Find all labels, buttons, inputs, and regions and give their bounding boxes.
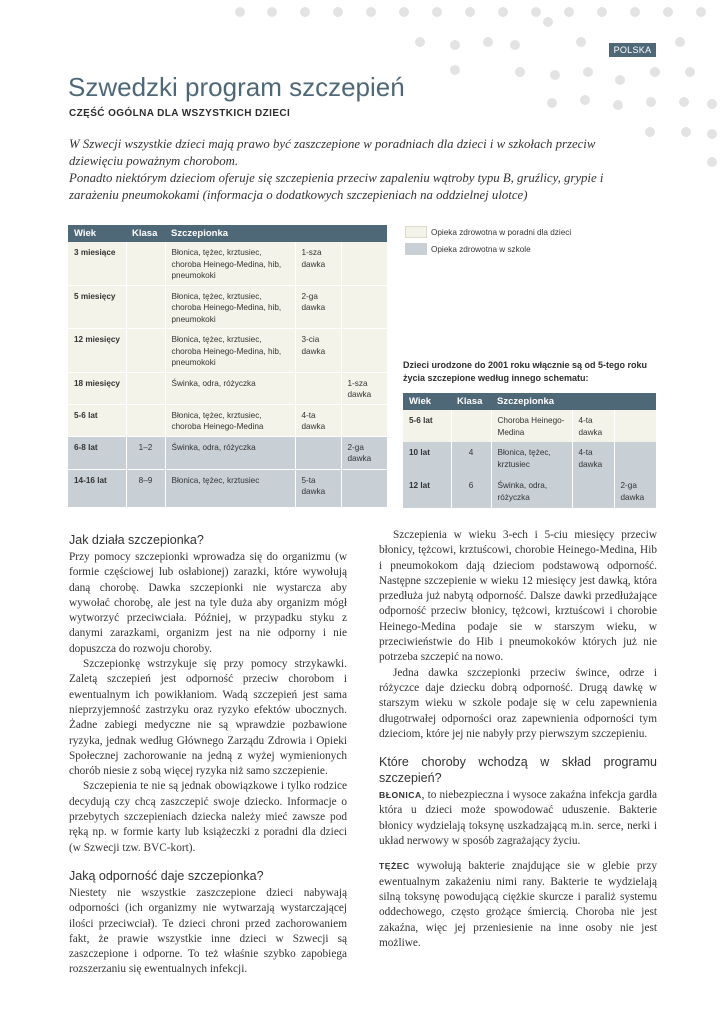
disease-paragraph-tezec: [379, 859, 657, 951]
alternate-schedule-heading: Dzieci urodzone do 2001 roku włącznie są od 5-tego roku życia szczepione według innego schematu:: [403, 360, 648, 383]
cell-vaccine: Błonica, tężec, krztusiec, choroba Heinego-Medina, hib, pneumokoki: [165, 329, 295, 373]
body-paragraph: Niestety nie wszystkie zaszczepione dzieci nabywają odporności (ich organizmy nie wytwarzają wystarczającej ilości przeciwciał). Te dzieci chroni przed zachorowaniem fakt, że prawie wszystkie inne dzieci w Szwecji są zaszczepione i odporne. To też właśnie szybko zapobiega rozszerzaniu się ewentualnych infekcji.: [69, 886, 347, 976]
cell-dose: [295, 372, 341, 404]
page-subtitle: CZĘŚĆ OGÓLNA DLA WSZYSTKICH DZIECI: [69, 108, 291, 119]
cell-dose: 3-cia dawka: [295, 329, 341, 373]
table-row: [68, 404, 387, 436]
legend-item-school: [405, 242, 571, 256]
disease-term: TĘŻEC: [379, 861, 410, 872]
table-header-row: [68, 225, 387, 242]
cell-age: 6-8 lat: [68, 436, 126, 469]
right-text-column: [379, 528, 657, 951]
cell-vaccine: Świnka, odra, różyczka: [165, 436, 295, 469]
body-paragraph: Szczepionkę wstrzykuje się przy pomocy strzykawki. Zaletą szczepień jest odporność przeciw chorobom i ewentualnym ich powikłaniom. Wadą szczepień jest sama nieprzyjemność zastrzyku oraz ryzyko efektów ubocznych. Żadne zabiegi medyczne nie są wprawdzie pozbawione ryzyka, jednak według Głównego Zarządu Zdrowia i Opieki Społecznej zachorowanie na jedną z wyżej wymienionych chorób niesie z sobą więcej ryzyka niż samo szczepienie.: [69, 658, 347, 778]
cell-vaccine: Błonica, tężec, krztusiec: [165, 469, 295, 507]
table-row: [68, 285, 387, 329]
cell-grade: [126, 329, 165, 373]
cell-grade: [126, 404, 165, 436]
cell-dose: 1-sza dawka: [341, 372, 387, 404]
intro-paragraph: Ponadto niektórym dzieciom oferuje się szczepienia przeciw zapaleniu wątroby typu B, gruźlicy, grypie i zarażeniu pneumokokami (informacja o dodatkowych szczepieniach na oddzielnej ulotce): [69, 171, 604, 202]
cell-age: 5-6 lat: [68, 404, 126, 436]
cell-dose: [341, 469, 387, 507]
cell-age: 12 lat: [409, 481, 430, 490]
cell-dose: [295, 436, 341, 469]
header-grade: Klasa: [126, 225, 165, 242]
body-paragraph: Szczepienia te nie są jednak obowiązkowe i tylko rodzice decydują czy chcą zaszczepić swoje dziecko. Informacje o przebytych szczepieniach dziecka należy mieć zawsze pod ręką np. w formie karty lub książeczki z poradni dla dzieci (w Szwecji tzw. BVC-kort).: [69, 780, 347, 854]
cell-vaccine: Błonica, tężec, krztusiec, choroba Heinego-Medina, hib, pneumokoki: [165, 285, 295, 329]
cell-dose: [614, 442, 656, 475]
cell-vaccine: Świnka, odra, różyczka: [491, 475, 572, 508]
table-legend: [405, 225, 571, 259]
legend-swatch-health: [405, 226, 427, 238]
cell-vaccine: Błonica, tężec, krztusiec, choroba Heinego-Medina, hib, pneumokoki: [165, 242, 295, 285]
cell-vaccine: Choroba Heinego-Medina: [491, 410, 572, 442]
cell-dose: [614, 410, 656, 442]
table-header-row: [403, 393, 656, 410]
cell-grade: [126, 372, 165, 404]
intro-text: [69, 136, 629, 204]
header-age: Wiek: [403, 393, 451, 410]
legend-label: Opieka zdrowotna w poradni dla dzieci: [431, 227, 572, 237]
table-row: [403, 410, 656, 442]
vaccination-schedule-table: [68, 225, 387, 508]
cell-dose: 1-sza dawka: [295, 242, 341, 285]
cell-vaccine: Błonica, tężec, krztusiec, choroba Heinego-Medina: [165, 404, 295, 436]
cell-age: 14-16 lat: [68, 469, 126, 507]
cell-dose: [341, 329, 387, 373]
left-text-column: [69, 530, 347, 978]
table-row: [68, 242, 387, 285]
body-paragraph: Jedna dawka szczepionki przeciw śwince, odrze i różyczce daje dziecku dobrą odporność. Drugą dawkę w starszym wieku w szkole podaje się w celu zapewnienia długotrwałej odporności oraz zapewnienia odporności tym dzieciom, które jej nie nabyły przy pierwszym szczepieniu.: [379, 666, 657, 740]
cell-vaccine: Błonica, tężec, krztusiec: [491, 442, 572, 475]
section-heading: Jaką odporność daje szczepionka?: [69, 868, 264, 883]
cell-dose: 4-ta dawka: [295, 404, 341, 436]
cell-grade: 1–2: [126, 436, 165, 469]
page-title: Szwedzki program szczepień: [68, 72, 405, 102]
body-paragraph: Przy pomocy szczepionki wprowadza się do organizmu (w formie częściowej lub osłabionej) zarazki, które wywołują daną chorobę. Dawka szczepionki nie wystarcza aby wywołać chorobę, ale jest na tyle duża aby organizm mógł wytworzyć przeciwciała. Później, w przypadku styku z danymi zarazkami, organizm jest na nie odporny i nie dopuszcza do rozwoju choroby.: [69, 551, 347, 655]
disease-paragraph-blonica: [379, 788, 657, 849]
cell-dose: [572, 475, 614, 508]
cell-dose: [341, 242, 387, 285]
cell-dose: [341, 285, 387, 329]
header-vaccine: Szczepionka: [491, 393, 656, 410]
cell-grade: [126, 285, 165, 329]
cell-grade: 6: [451, 475, 491, 508]
disease-term: BŁONICA: [379, 790, 422, 801]
cell-dose: [341, 404, 387, 436]
table-row: [68, 436, 387, 469]
table-row: [68, 329, 387, 373]
section-heading: Jak działa szczepionka?: [69, 533, 204, 547]
cell-dose: 2-ga dawka: [295, 285, 341, 329]
disease-description: , to niebezpieczna i wysoce zakaźna infekcja gardła która u dzieci może spowodować uduszenie. Bakterie błonicy wydzielają toksynę uszkadzającą m.in. serce, nerki i układ nerwowy w sposób zagrażający życiu.: [379, 789, 657, 848]
header-vaccine: Szczepionka: [165, 225, 387, 242]
table-row: [68, 372, 387, 404]
alternate-schedule-table: [403, 393, 656, 508]
table-row: [403, 475, 656, 508]
disease-description: wywołują bakterie znajdujące sie w glebie przy ewentualnym zakażeniu nimi rany. Bakterie te wydzielają silną toksynę powodującą ciężkie skurcze i paraliż systemu oddechowego, często grożące śmiercią. Choroba nie jest zakaźna, więc jej przeniesienie na inne osoby nie jest możliwe.: [379, 860, 657, 949]
cell-dose: 4-ta dawka: [572, 410, 614, 442]
cell-grade: [451, 410, 491, 442]
cell-age: 5 miesięcy: [68, 285, 126, 329]
cell-age: 10 lat: [409, 448, 430, 457]
cell-dose: 2-ga dawka: [614, 475, 656, 508]
header-grade: Klasa: [451, 393, 491, 410]
table-row: [403, 442, 656, 475]
cell-grade: 8–9: [126, 469, 165, 507]
header-age: Wiek: [68, 225, 126, 242]
cell-grade: [126, 242, 165, 285]
table-row: [68, 469, 387, 507]
cell-grade: 4: [451, 442, 491, 475]
intro-paragraph: W Szwecji wszystkie dzieci mają prawo być zaszczepione w poradniach dla dzieci i w szkołach przeciw dziewięciu poważnym chorobom.: [69, 137, 596, 168]
cell-vaccine: Świnka, odra, różyczka: [165, 372, 295, 404]
legend-item-health: [405, 225, 571, 239]
cell-dose: 5-ta dawka: [295, 469, 341, 507]
cell-age: 18 miesięcy: [68, 372, 126, 404]
section-heading: Które choroby wchodzą w skład programu szczepień?: [379, 755, 657, 786]
cell-age: 12 miesięcy: [68, 329, 126, 373]
language-badge: POLSKA: [609, 43, 656, 57]
cell-dose: 2-ga dawka: [341, 436, 387, 469]
cell-dose: 4-ta dawka: [572, 442, 614, 475]
cell-age: 3 miesiące: [68, 242, 126, 285]
legend-label: Opieka zdrowotna w szkole: [431, 244, 531, 254]
cell-age: 5-6 lat: [409, 416, 433, 425]
body-paragraph: Szczepienia w wieku 3-ech i 5-ciu miesięcy przeciw błonicy, tężcowi, krztuścowi, chorobie Heinego-Medina, Hib i pneumokokom dają dzieciom podstawową odporność. Następne szczepienie w wieku 12 miesięcy jest dawką, która przedłuża już nabytą odporność. Dalsze dawki przedłużające odporność przeciw błonicy, tężcowi, krztuścowi i chorobie Heinego-Medina podaje sie w starszym wieku, w przeciwieństwie do Hib i pneumokoków których już nie potrzeba szczepić na nowo.: [379, 529, 657, 664]
legend-swatch-school: [405, 243, 427, 255]
